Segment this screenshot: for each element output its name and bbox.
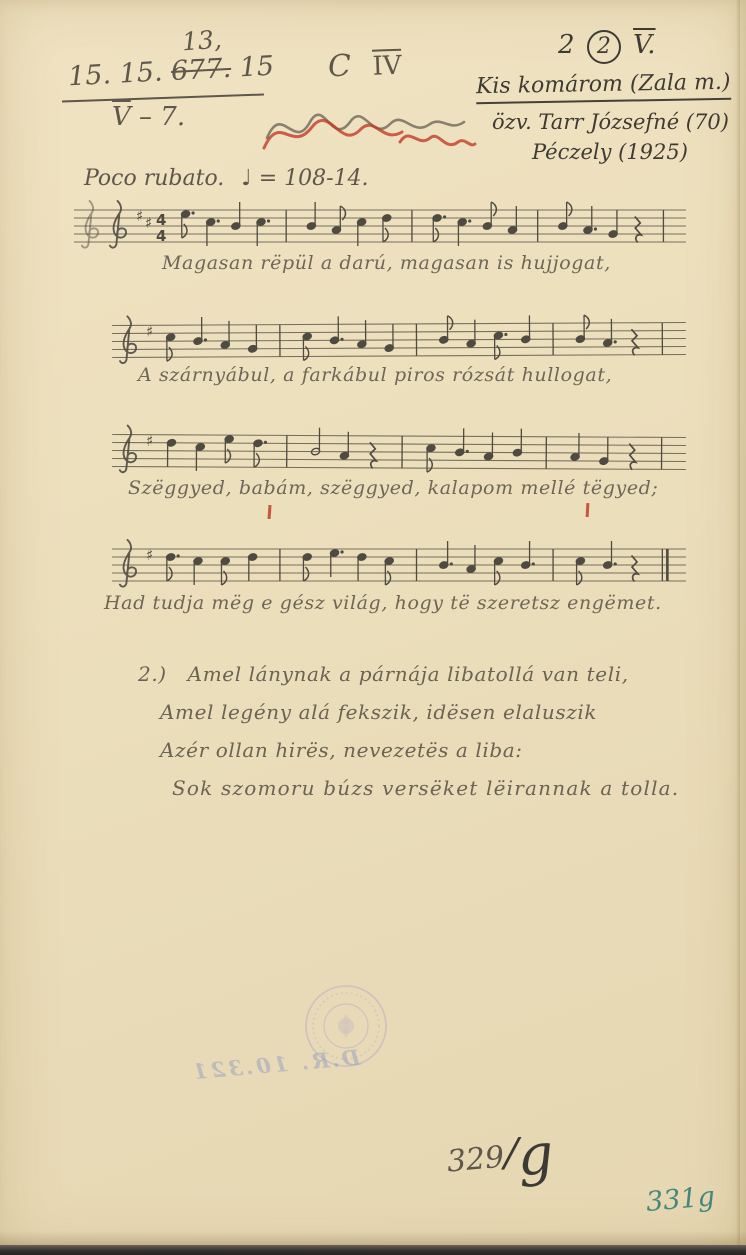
paper-edge-shadow: [0, 1231, 746, 1245]
page-number-digits: 329: [445, 1139, 506, 1180]
shelf-suffix: 15: [238, 50, 275, 84]
svg-text:♯: ♯: [145, 214, 153, 233]
shelf-number: [67, 51, 274, 93]
lyric-line-1: Magasan rëpül a darú, magasan is hujjogat,: [162, 252, 611, 274]
correction-number: 13,: [181, 24, 223, 57]
informant: özv. Tarr Józsefné (70): [492, 110, 729, 134]
verse-2-line: [138, 655, 679, 693]
verse-2-line: Sok szomoru búzs versëket lëirannak a tolla.: [172, 776, 680, 800]
tempo-label: Poco rubato.: [84, 166, 225, 191]
collector: Péczely (1925): [532, 140, 688, 164]
paper-crease: [736, 0, 740, 1255]
svg-text:♯: ♯: [136, 207, 144, 226]
page-number-letter: g: [514, 1121, 557, 1190]
copy-roman: V.: [633, 30, 656, 60]
svg-text:♯: ♯: [145, 322, 154, 341]
correction-tick: [268, 505, 271, 519]
svg-text:♯: ♯: [146, 431, 154, 450]
verse-2-text: Amel lánynak a párnája libatollá van teli,: [187, 662, 629, 686]
class-roman: $\overline{IV}$: [372, 50, 403, 82]
shelf-prefix: 15. 15.: [67, 56, 164, 93]
class-letter: C: [327, 48, 352, 85]
shelf-struck-number: 677.: [170, 52, 232, 87]
shelf-lower-roman: $\overline{V}$: [112, 102, 131, 132]
bleedthrough-number: D.R. 10.321: [189, 1044, 361, 1085]
copy-number: [558, 30, 656, 64]
tempo-marking: [84, 166, 369, 191]
copy-circled: 2: [587, 30, 621, 64]
verse-2-line: Azér ollan hirës, nevezetës a liba:: [160, 738, 523, 762]
verse-2-number: 2.): [138, 662, 167, 686]
scan-background-edge: [0, 1245, 746, 1255]
page-number: [443, 1111, 557, 1190]
class-mark: [327, 47, 402, 85]
svg-text:♯: ♯: [146, 546, 154, 565]
location: Kis komárom (Zala m.): [476, 70, 731, 104]
scribble-crossed-out: [262, 90, 477, 168]
correction-tick: [586, 503, 589, 517]
verse-2: [138, 655, 679, 807]
quarter-note-icon: ♩: [241, 166, 252, 191]
copy-plain: 2: [558, 30, 575, 60]
lyric-line-4: Had tudja mëg e gész világ, hogy të szeretsz engëmet.: [104, 592, 662, 614]
tempo-value: = 108-14.: [258, 166, 369, 191]
lyric-line-3: Szëggyed, babám, szëggyed, kalapom mellé tëgyed;: [128, 477, 659, 499]
page-number-slash: /: [504, 1129, 519, 1177]
lyric-line-2: A szárnyábul, a farkábul piros rózsát hullogat,: [138, 364, 613, 386]
shelf-lower: [112, 102, 185, 132]
shelf-lower-rest: – 7.: [130, 102, 186, 132]
verse-2-line: Amel legény alá fekszik, idësen elaluszik: [160, 700, 598, 724]
svg-text:4: 4: [156, 211, 167, 229]
svg-text:4: 4: [156, 227, 167, 245]
catalog-number: 331g: [644, 1181, 717, 1218]
